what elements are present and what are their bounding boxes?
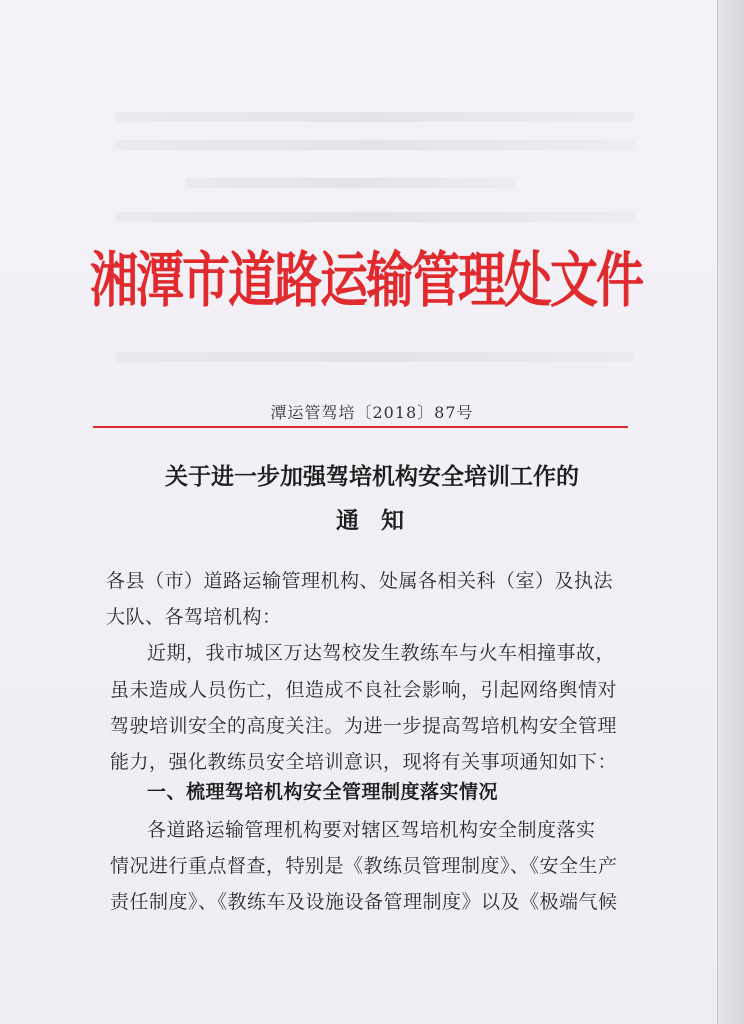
bleed-through-text bbox=[185, 178, 515, 188]
bleed-through-text bbox=[115, 140, 635, 150]
body-text-line: 责任制度》、《教练车及设施设备管理制度》以及《极端气候 bbox=[110, 891, 618, 913]
body-text-line: 虽未造成人员伤亡，但造成不良社会影响，引起网络舆情对 bbox=[110, 679, 618, 701]
body-text-line: 各道路运输管理机构要对辖区驾培机构安全制度落实 bbox=[147, 819, 596, 841]
issuing-authority-masthead: 湘潭市道路运输管理处文件 bbox=[90, 245, 643, 316]
addressee-line: 各县（市）道路运输管理机构、处属各相关科（室）及执法 bbox=[106, 570, 614, 592]
body-text-line: 近期，我市城区万达驾校发生教练车与火车相撞事故， bbox=[147, 642, 616, 664]
document-number: 潭运管驾培〔2018〕87号 bbox=[270, 403, 474, 422]
section-heading: 一、梳理驾培机构安全管理制度落实情况 bbox=[147, 781, 499, 803]
document-title-line-2: 通知 bbox=[336, 507, 426, 534]
body-text-line: 驾驶培训安全的高度关注。为进一步提高驾培机构安全管理 bbox=[110, 715, 618, 737]
red-divider-rule bbox=[93, 426, 628, 428]
bleed-through-text bbox=[115, 112, 635, 122]
bleed-through-text bbox=[115, 212, 635, 222]
addressee-line: 大队、各驾培机构： bbox=[106, 606, 282, 628]
body-text-line: 能力，强化教练员安全培训意识，现将有关事项通知如下： bbox=[110, 751, 618, 773]
body-text-line: 情况进行重点督查，特别是《教练员管理制度》、《安全生产 bbox=[110, 855, 618, 877]
bleed-through-text bbox=[115, 352, 635, 362]
document-title-line-1: 关于进一步加强驾培机构安全培训工作的 bbox=[165, 463, 579, 490]
